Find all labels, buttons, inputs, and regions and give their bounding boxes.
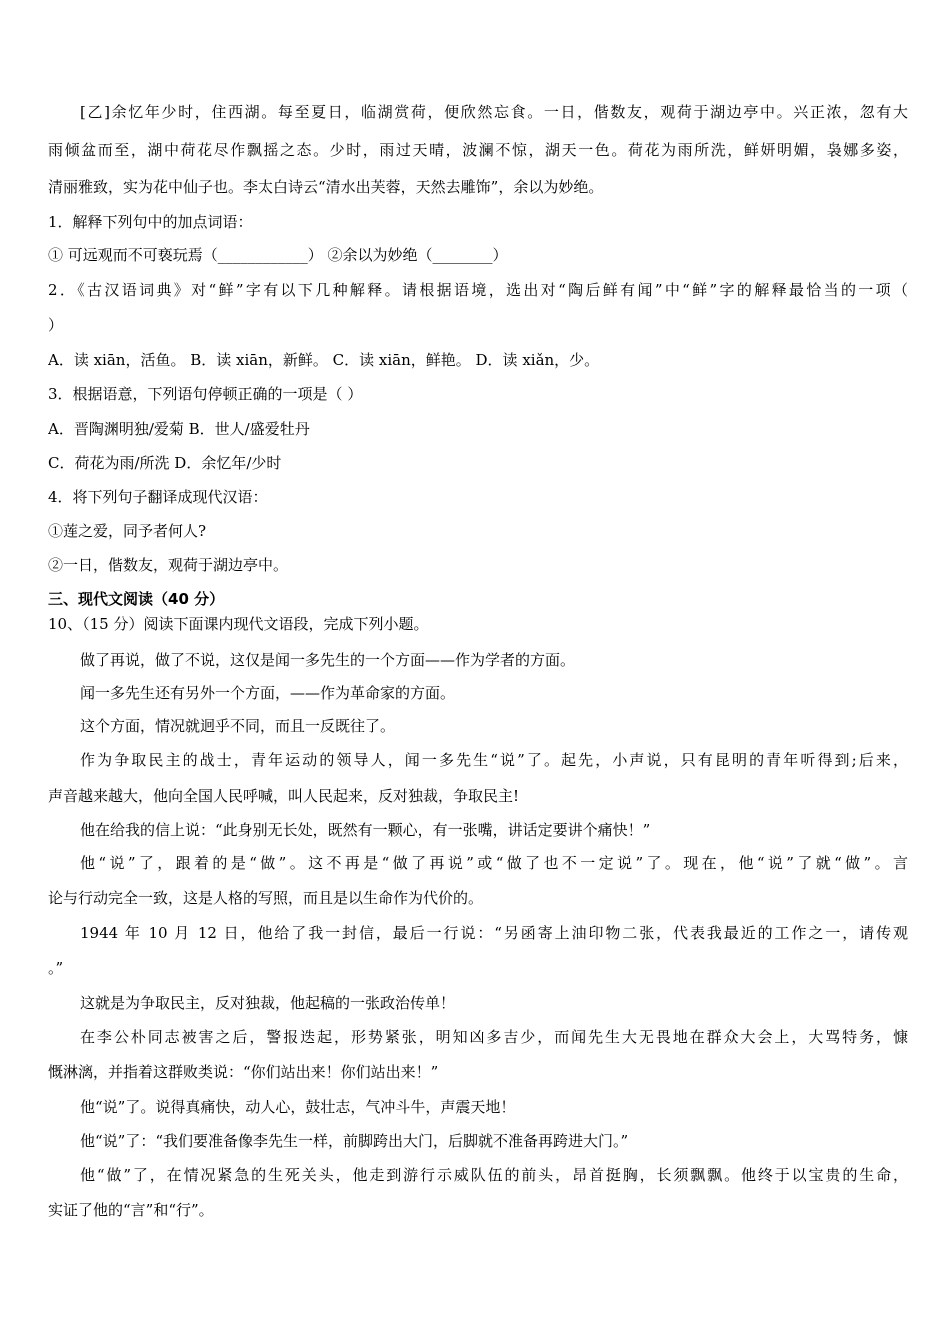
question-4-item-1: ①莲之爱，同予者何人?: [48, 522, 207, 540]
modern-text-p10: 他“说”了。说得真痛快，动人心，鼓壮志，气冲斗牛，声震天地！: [80, 1098, 516, 1116]
modern-text-p12-line-2: 实证了他的“言”和“行”。: [48, 1201, 214, 1219]
passage-yi-line-1: [乙]余忆年少时，住西湖。每至夏日，临湖赏荷，便欣然忘食。一日，偕数友，观荷于湖边亭中。兴正浓，忽有大: [80, 103, 908, 121]
modern-text-p2: 闻一多先生还有另外一个方面，——作为革命家的方面。: [80, 684, 456, 702]
question-4-title: 4．将下列句子翻译成现代汉语：: [48, 488, 268, 506]
modern-text-p7-line-1: 1944 年 10 月 12 日，他给了我一封信，最后一行说：“另函寄上油印物二张，代表我最近的工作之一，请传观: [80, 924, 908, 942]
question-2-title: 2．《古汉语词典》对“鲜”字有以下几种解释。请根据语境，选出对“陶后鲜有闻”中“鲜”字的解释最恰当的一项（: [48, 281, 908, 299]
modern-text-p3: 这个方面，情况就迥乎不同，而且一反既往了。: [80, 717, 396, 735]
question-2-close-paren: ）: [48, 316, 64, 334]
modern-text-p4-line-1: 作为争取民主的战士，青年运动的领导人，闻一多先生“说”了。起先，小声说，只有昆明的青年听得到;后来，: [80, 751, 908, 769]
section-3-heading: 三、现代文阅读（40 分）: [48, 590, 225, 608]
question-3-title: 3．根据语意，下列语句停顿正确的一项是（ ）: [48, 385, 363, 403]
question-10-intro: 10、（15 分）阅读下面课内现代文语段，完成下列小题。: [48, 615, 429, 633]
modern-text-p6-line-1: 他“说”了，跟着的是“做”。这不再是“做了再说”或“做了也不一定说”了。现在，他“说”了就“做”。言: [80, 854, 908, 872]
modern-text-p9-line-2: 慨淋漓，并指着这群败类说：“你们站出来！你们站出来！”: [48, 1063, 439, 1081]
modern-text-p8: 这就是为争取民主，反对独裁，他起稿的一张政治传单！: [80, 994, 456, 1012]
question-2-options: A．读 xiān，活鱼。 B．读 xiān，新鲜。 C．读 xiān，鲜艳。 D．读 xiǎn，少。: [48, 351, 600, 369]
question-1-items: ① 可远观而不可亵玩焉（____________） ②余以为妙绝（________）: [48, 246, 508, 264]
modern-text-p4-line-2: 声音越来越大，他向全国人民呼喊，叫人民起来，反对独裁，争取民主!: [48, 787, 520, 805]
question-1-title: 1．解释下列句中的加点词语：: [48, 213, 253, 231]
modern-text-p7-line-2: 。”: [48, 959, 64, 977]
question-3-options-ab: A．晋陶渊明独/爱菊 B．世人/盛爱牡丹: [48, 420, 310, 438]
modern-text-p6-line-2: 论与行动完全一致，这是人格的写照，而且是以生命作为代价的。: [48, 889, 484, 907]
question-3-options-cd: C．荷花为雨/所洗 D．余忆年/少时: [48, 454, 282, 472]
modern-text-p1: 做了再说，做了不说，这仅是闻一多先生的一个方面——作为学者的方面。: [80, 651, 576, 669]
modern-text-p5: 他在给我的信上说：“此身别无长处，既然有一颗心，有一张嘴，讲话定要讲个痛快！”: [80, 821, 651, 839]
passage-yi-line-3: 清丽雅致，实为花中仙子也。李太白诗云“清水出芙蓉，天然去雕饰”，余以为妙绝。: [48, 178, 604, 196]
modern-text-p11: 他“说”了：“我们要准备像李先生一样，前脚跨出大门，后脚就不准备再跨进大门。”: [80, 1132, 629, 1150]
passage-yi-line-2: 雨倾盆而至，湖中荷花尽作飘摇之态。少时，雨过天晴，波澜不惊，湖天一色。荷花为雨所洗，鲜妍明媚，袅娜多姿，: [48, 141, 908, 159]
modern-text-p12-line-1: 他“做”了，在情况紧急的生死关头，他走到游行示威队伍的前头，昂首挺胸，长须飘飘。他终于以宝贵的生命，: [80, 1166, 908, 1184]
question-4-item-2: ②一日，偕数友，观荷于湖边亭中。: [48, 556, 289, 574]
modern-text-p9-line-1: 在李公朴同志被害之后，警报迭起，形势紧张，明知凶多吉少，而闻先生大无畏地在群众大会上，大骂特务，慷: [80, 1028, 908, 1046]
